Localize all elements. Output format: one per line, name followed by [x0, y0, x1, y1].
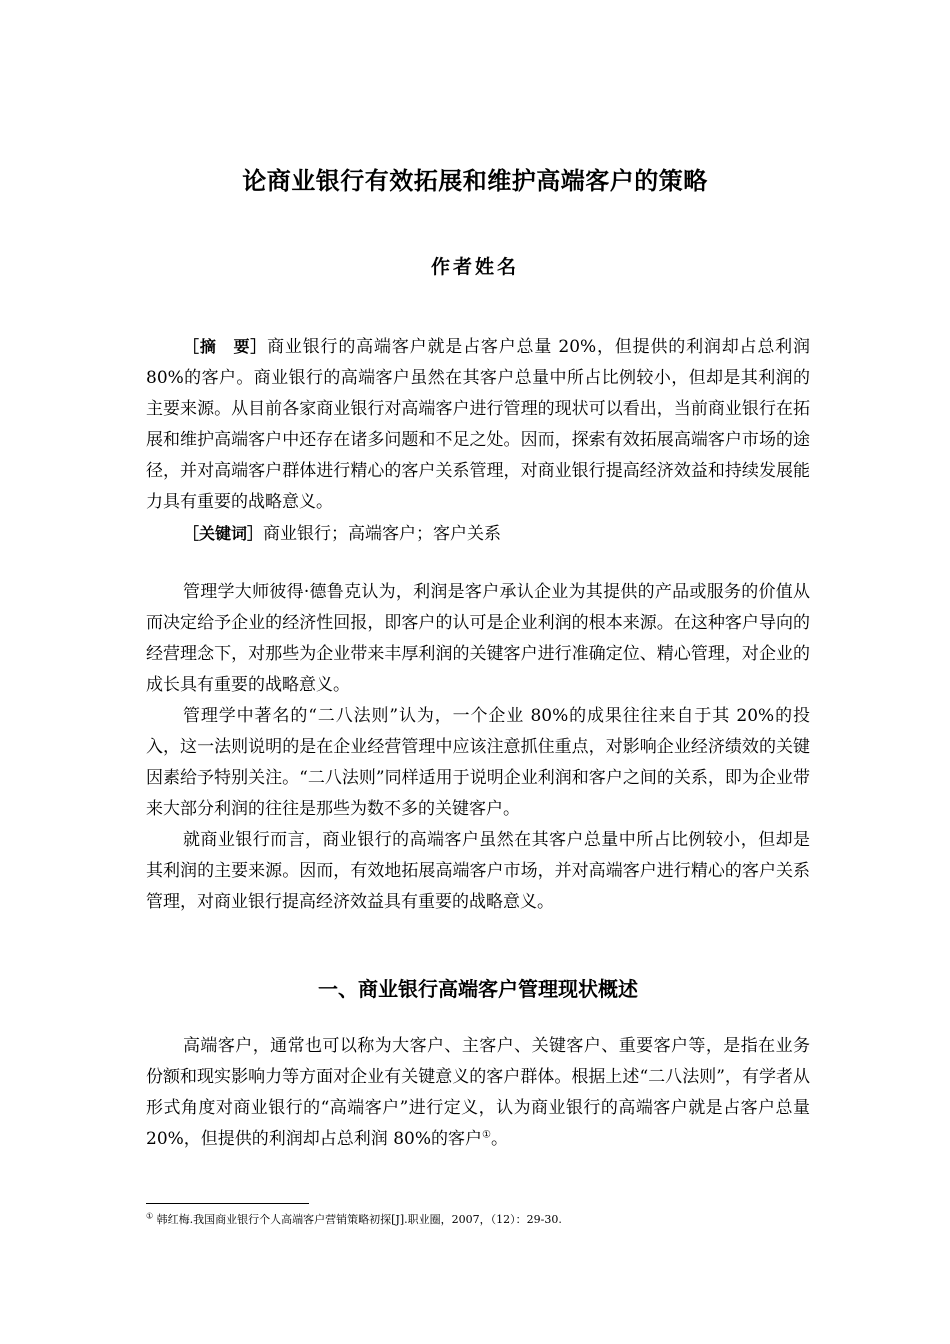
footnote-mark: ①	[146, 1211, 154, 1221]
section-1-body	[146, 1031, 810, 1155]
keywords-text: 商业银行；高端客户；客户关系	[263, 524, 502, 544]
footnote-separator	[146, 1203, 309, 1204]
section-1-text: 高端客户，通常也可以称为大客户、主客户、关键客户、重要客户等，是指在业务份额和现实影响力等方面对企业有关键意义的客户群体。根据上述“二八法则”，有学者从形式角度对商业银行的“高端客户”进行定义，认为商业银行的高端客户就是占客户总量 20%，但提供的利润却占总利润 80%的客户	[146, 1036, 810, 1149]
footnote-reference[interactable]: ①	[481, 1129, 491, 1141]
intro-paragraph-1: 管理学大师彼得·德鲁克认为，利润是客户承认企业为其提供的产品或服务的价值从而决定给予企业的经济性回报，即客户的认可是企业利润的根本来源。在这种客户导向的经营理念下，对那些为企业带来丰厚利润的关键客户进行准确定位、精心管理，对企业的成长具有重要的战略意义。	[146, 582, 810, 695]
abstract-paragraph	[146, 331, 810, 518]
paper-title: 论商业银行有效拓展和维护高端客户的策略	[242, 167, 708, 195]
abstract-text: 商业银行的高端客户就是占客户总量 20%，但提供的利润却占总利润 80%的客户。商业银行的高端客户虽然在其客户总量中所占比例较小，但却是其利润的主要来源。从目前各家商业银行对高端客户进行管理的现状可以看出，当前商业银行在拓展和维护高端客户中还存在诸多问题和不足之处。因而，探索有效拓展高端客户市场的途径，并对高端客户群体进行精心的客户关系管理，对商业银行提高经济效益和持续发展能力具有重要的战略意义。	[146, 337, 810, 512]
intro-paragraph-3: 就商业银行而言，商业银行的高端客户虽然在其客户总量中所占比例较小，但却是其利润的主要来源。因而，有效地拓展高端客户市场，并对高端客户进行精心的客户关系管理，对商业银行提高经济效益具有重要的战略意义。	[146, 830, 810, 912]
abstract-block	[146, 331, 810, 550]
section-1-paragraph	[146, 1031, 810, 1155]
section-1-heading: 一、商业银行高端客户管理现状概述	[318, 977, 638, 1001]
abstract-label: ［摘 要］	[183, 337, 268, 356]
keywords-paragraph	[146, 518, 810, 550]
author-name: 作者姓名	[430, 256, 519, 278]
intro-paragraph-2: 管理学中著名的“二八法则”认为，一个企业 80%的成果往往来自于其 20%的投入，这一法则说明的是在企业经营管理中应该注意抓住重点，对影响企业经济绩效的关键因素给予特别关注。“二八法则”同样适用于说明企业利润和客户之间的关系，即为企业带来大部分利润的往往是那些为数不多的关键客户。	[146, 706, 810, 819]
section-1-heading-wrap	[146, 974, 810, 1004]
section-1-text-end: 。	[490, 1129, 508, 1149]
footnote	[146, 1212, 846, 1228]
keywords-label: ［关键词］	[183, 524, 264, 543]
intro-block	[146, 577, 810, 918]
footnote-text: 韩红梅.我国商业银行个人高端客户营销策略初探[J].职业圈，2007，（12）：29-30.	[153, 1213, 562, 1226]
